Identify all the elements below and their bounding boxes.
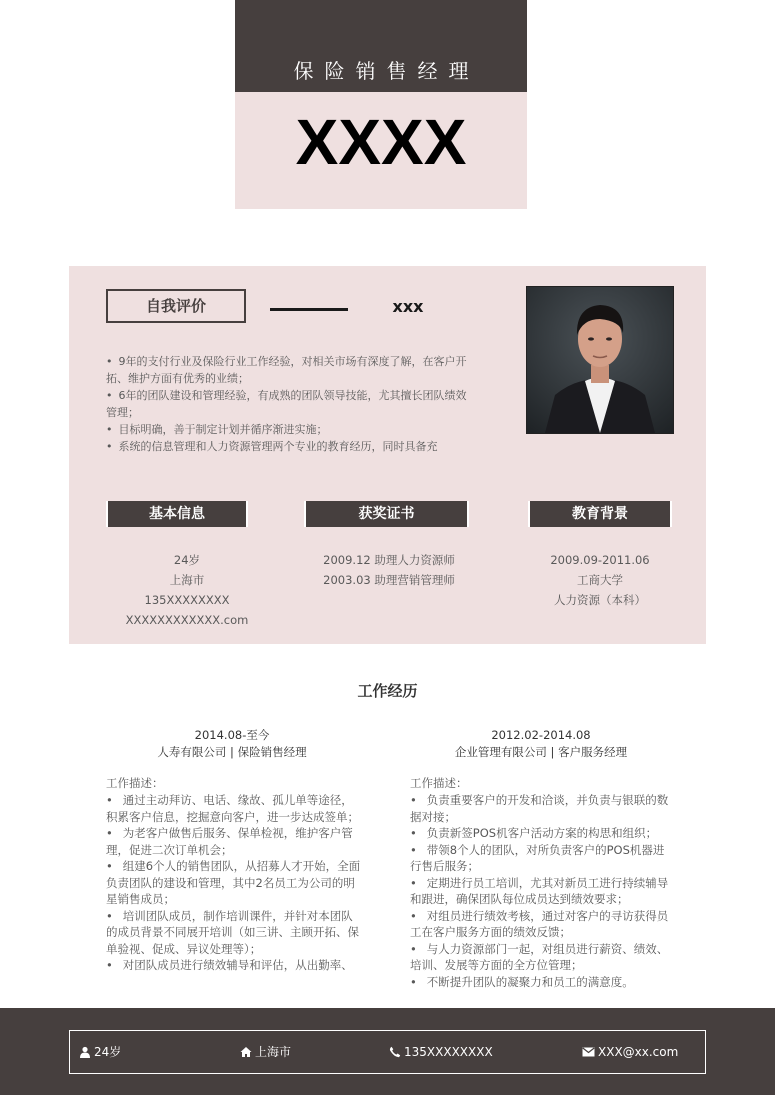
footer-phone bbox=[389, 1043, 493, 1061]
phone-icon bbox=[389, 1046, 401, 1058]
candidate-name: XXXX bbox=[295, 106, 467, 178]
list-item: • 定期进行员工培训，尤其对新员工进行持续辅导和跟进，确保团队每位成员达到绩效要求； bbox=[410, 875, 672, 908]
education-school: 工商大学 bbox=[577, 573, 623, 587]
education-period: 2009.09-2011.06 bbox=[550, 553, 650, 567]
list-item: • 对组员进行绩效考核，通过对客户的寻访获得员工在客户服务方面的绩效反馈； bbox=[410, 908, 672, 941]
list-item: • 通过主动拜访、电话、缘故、孤儿单等途径，积累客户信息，挖掘意向客户，进一步达成签单； bbox=[106, 792, 364, 825]
footer-phone-text: 135XXXXXXXX bbox=[404, 1045, 493, 1059]
basic-info-heading: 基本信息 bbox=[106, 501, 248, 527]
list-item: • 对团队成员进行绩效辅导和评估，从出勤率、 bbox=[106, 957, 364, 974]
award-item: 2009.12 助理人力资源师 bbox=[323, 553, 455, 567]
list-item: • 负责重要客户的开发和洽谈，并负责与银联的数据对接； bbox=[410, 792, 672, 825]
home-icon bbox=[240, 1046, 252, 1058]
job-description-label: 工作描述： bbox=[410, 776, 468, 790]
person-portrait-icon bbox=[527, 287, 673, 433]
person-icon bbox=[79, 1046, 91, 1058]
list-item: • 带领8个人的团队，对所负责客户的POS机器进行售后服务； bbox=[410, 842, 672, 875]
list-item: • 目标明确，善于制定计划并循序渐进实施； bbox=[106, 421, 474, 438]
education-heading: 教育背景 bbox=[528, 501, 672, 527]
list-item: • 6年的团队建设和管理经验，有成熟的团队领导技能，尤其擅长团队绩效管理； bbox=[106, 387, 474, 421]
basic-info-email: XXXXXXXXXXXX.com bbox=[125, 613, 249, 627]
list-item: • 与人力资源部门一起，对组员进行薪资、绩效、培训、发展等方面的全方位管理； bbox=[410, 941, 672, 974]
self-evaluation-list bbox=[106, 353, 474, 455]
basic-info-age: 24岁 bbox=[173, 553, 201, 567]
job-date: 2014.08-至今 bbox=[194, 728, 270, 742]
footer-age-text: 24岁 bbox=[94, 1045, 122, 1059]
awards-list bbox=[304, 550, 474, 590]
profile-photo bbox=[526, 286, 674, 434]
job-date: 2012.02-2014.08 bbox=[491, 728, 591, 742]
list-item: • 组建6个人的销售团队，从招募人才开始，全面负责团队的建设和管理，其中2名员工为公司的明星销售成员； bbox=[106, 858, 364, 908]
job-company-title: 人寿有限公司 | 保险销售经理 bbox=[157, 745, 307, 759]
job-duties-list bbox=[106, 792, 364, 992]
job-company-title: 企业管理有限公司 | 客户服务经理 bbox=[454, 745, 628, 759]
job-duties-list bbox=[410, 792, 672, 990]
footer-email-text: XXX@xx.com bbox=[598, 1045, 679, 1059]
basic-info-city: 上海市 bbox=[169, 573, 205, 587]
education-list bbox=[528, 550, 672, 610]
footer-city bbox=[240, 1043, 291, 1061]
mail-icon bbox=[582, 1047, 595, 1057]
footer-city-text: 上海市 bbox=[255, 1045, 292, 1059]
basic-info-phone: 135XXXXXXXX bbox=[144, 593, 230, 607]
awards-heading: 获奖证书 bbox=[304, 501, 469, 527]
job-title: 保险销售经理 bbox=[293, 59, 480, 83]
list-item: • 不断提升团队的凝聚力和员工的满意度。 bbox=[410, 974, 672, 991]
list-item: • 负责新签POS机客户活动方案的构思和组织； bbox=[410, 825, 672, 842]
award-item: 2003.03 助理营销管理师 bbox=[323, 573, 455, 587]
footer-email bbox=[582, 1043, 678, 1061]
list-item: • 系统的信息管理和人力资源管理两个专业的教育经历，同时具备充 bbox=[106, 438, 474, 455]
education-major: 人力资源（本科） bbox=[554, 593, 646, 607]
footer-age bbox=[79, 1043, 121, 1061]
list-item: • 培训团队成员，制作培训课件，并针对本团队的成员背景不同展开培训（如三讲、主顾开拓、保单验视、促成、异议处理等）； bbox=[106, 908, 364, 958]
job-description-label: 工作描述： bbox=[106, 776, 164, 790]
heading-divider bbox=[270, 308, 348, 311]
list-item: • 9年的支付行业及保险行业工作经验，对相关市场有深度了解，在客户开拓、维护方面有优秀的业绩； bbox=[106, 353, 474, 387]
list-item: • 为老客户做售后服务、保单检视，维护客户管理，促进二次订单机会； bbox=[106, 825, 364, 858]
work-experience-heading: 工作经历 bbox=[357, 682, 418, 700]
self-evaluation-heading: 自我评价 bbox=[106, 289, 246, 323]
name-placeholder: xxx bbox=[392, 297, 424, 316]
basic-info-list bbox=[106, 550, 268, 630]
